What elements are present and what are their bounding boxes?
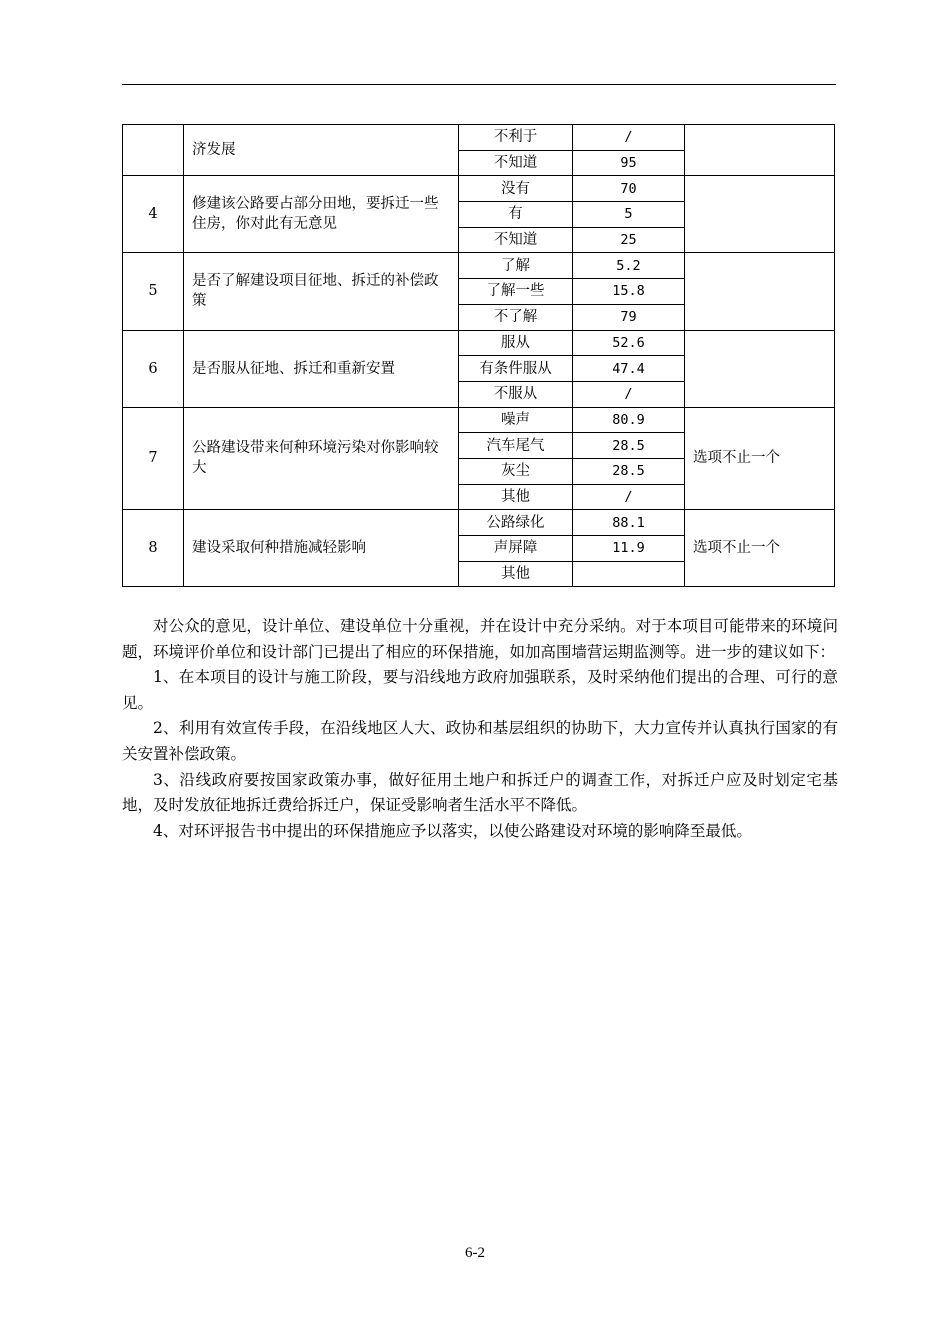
question-number: 6	[123, 330, 184, 407]
answer-option: 不知道	[459, 150, 573, 176]
answer-percentage	[573, 561, 685, 587]
question-text: 修建该公路要占部分田地，要拆迁一些住房，你对此有无意见	[184, 176, 459, 253]
paragraph-suggestion-1: 1、在本项目的设计与施工阶段，要与沿线地方政府加强联系，及时采纳他们提出的合理、可行的意见。	[122, 668, 838, 712]
remark-cell: 选项不止一个	[685, 407, 835, 510]
answer-percentage: 11.9	[573, 536, 685, 562]
remark-cell: 选项不止一个	[685, 510, 835, 587]
paragraph-suggestion-2: 2、利用有效宣传手段，在沿线地区人大、政协和基层组织的协助下，大力宣传并认真执行国家的有关安置补偿政策。	[122, 719, 838, 763]
answer-option: 其他	[459, 561, 573, 587]
answer-option: 声屏障	[459, 536, 573, 562]
answer-percentage: 88.1	[573, 510, 685, 536]
body-text	[122, 614, 838, 844]
answer-option: 有条件服从	[459, 356, 573, 382]
answer-percentage: 28.5	[573, 433, 685, 459]
answer-percentage: 80.9	[573, 407, 685, 433]
answer-percentage: 95	[573, 150, 685, 176]
answer-option: 有	[459, 202, 573, 228]
remark-cell	[685, 330, 835, 407]
header-rule	[122, 84, 836, 85]
answer-option: 其他	[459, 484, 573, 510]
question-text: 济发展	[184, 125, 459, 176]
remark-cell	[685, 176, 835, 253]
answer-option: 不利于	[459, 125, 573, 151]
question-number: 8	[123, 510, 184, 587]
page-number: 6-2	[465, 1245, 485, 1261]
answer-option: 不知道	[459, 227, 573, 253]
answer-percentage: /	[573, 484, 685, 510]
answer-option: 了解	[459, 253, 573, 279]
answer-option: 服从	[459, 330, 573, 356]
table-row	[123, 510, 835, 536]
question-text: 是否服从征地、拆迁和重新安置	[184, 330, 459, 407]
remark-cell	[685, 253, 835, 330]
answer-option: 没有	[459, 176, 573, 202]
question-number: 5	[123, 253, 184, 330]
answer-percentage: 5.2	[573, 253, 685, 279]
question-text: 公路建设带来何种环境污染对你影响较大	[184, 407, 459, 510]
answer-option: 灰尘	[459, 458, 573, 484]
answer-percentage: /	[573, 381, 685, 407]
answer-percentage: /	[573, 125, 685, 151]
answer-option: 了解一些	[459, 279, 573, 305]
question-number	[123, 125, 184, 176]
paragraph-suggestion-4: 4、对环评报告书中提出的环保措施应予以落实，以使公路建设对环境的影响降至最低。	[153, 821, 752, 840]
table-row	[123, 330, 835, 356]
question-text: 建设采取何种措施减轻影响	[184, 510, 459, 587]
question-number: 7	[123, 407, 184, 510]
remark-cell	[685, 125, 835, 176]
table-row	[123, 125, 835, 151]
answer-percentage: 15.8	[573, 279, 685, 305]
question-text: 是否了解建设项目征地、拆迁的补偿政策	[184, 253, 459, 330]
answer-percentage: 25	[573, 227, 685, 253]
table-row	[123, 407, 835, 433]
paragraph-intro: 对公众的意见，设计单位、建设单位十分重视，并在设计中充分采纳。对于本项目可能带来的环境问题，环境评价单位和设计部门已提出了相应的环保措施，如加高围墙营运期监测等。进一步的建议如下：	[122, 617, 838, 661]
survey-table	[122, 124, 835, 587]
answer-option: 汽车尾气	[459, 433, 573, 459]
answer-percentage: 5	[573, 202, 685, 228]
answer-option: 不了解	[459, 304, 573, 330]
answer-percentage: 28.5	[573, 458, 685, 484]
table-row	[123, 253, 835, 279]
answer-percentage: 47.4	[573, 356, 685, 382]
answer-option: 不服从	[459, 381, 573, 407]
answer-option: 公路绿化	[459, 510, 573, 536]
answer-percentage: 52.6	[573, 330, 685, 356]
table-row	[123, 176, 835, 202]
answer-percentage: 79	[573, 304, 685, 330]
question-number: 4	[123, 176, 184, 253]
answer-percentage: 70	[573, 176, 685, 202]
answer-option: 噪声	[459, 407, 573, 433]
paragraph-suggestion-3: 3、沿线政府要按国家政策办事，做好征用土地户和拆迁户的调查工作，对拆迁户应及时划定宅基地，及时发放征地拆迁费给拆迁户，保证受影响者生活水平不降低。	[122, 770, 838, 815]
